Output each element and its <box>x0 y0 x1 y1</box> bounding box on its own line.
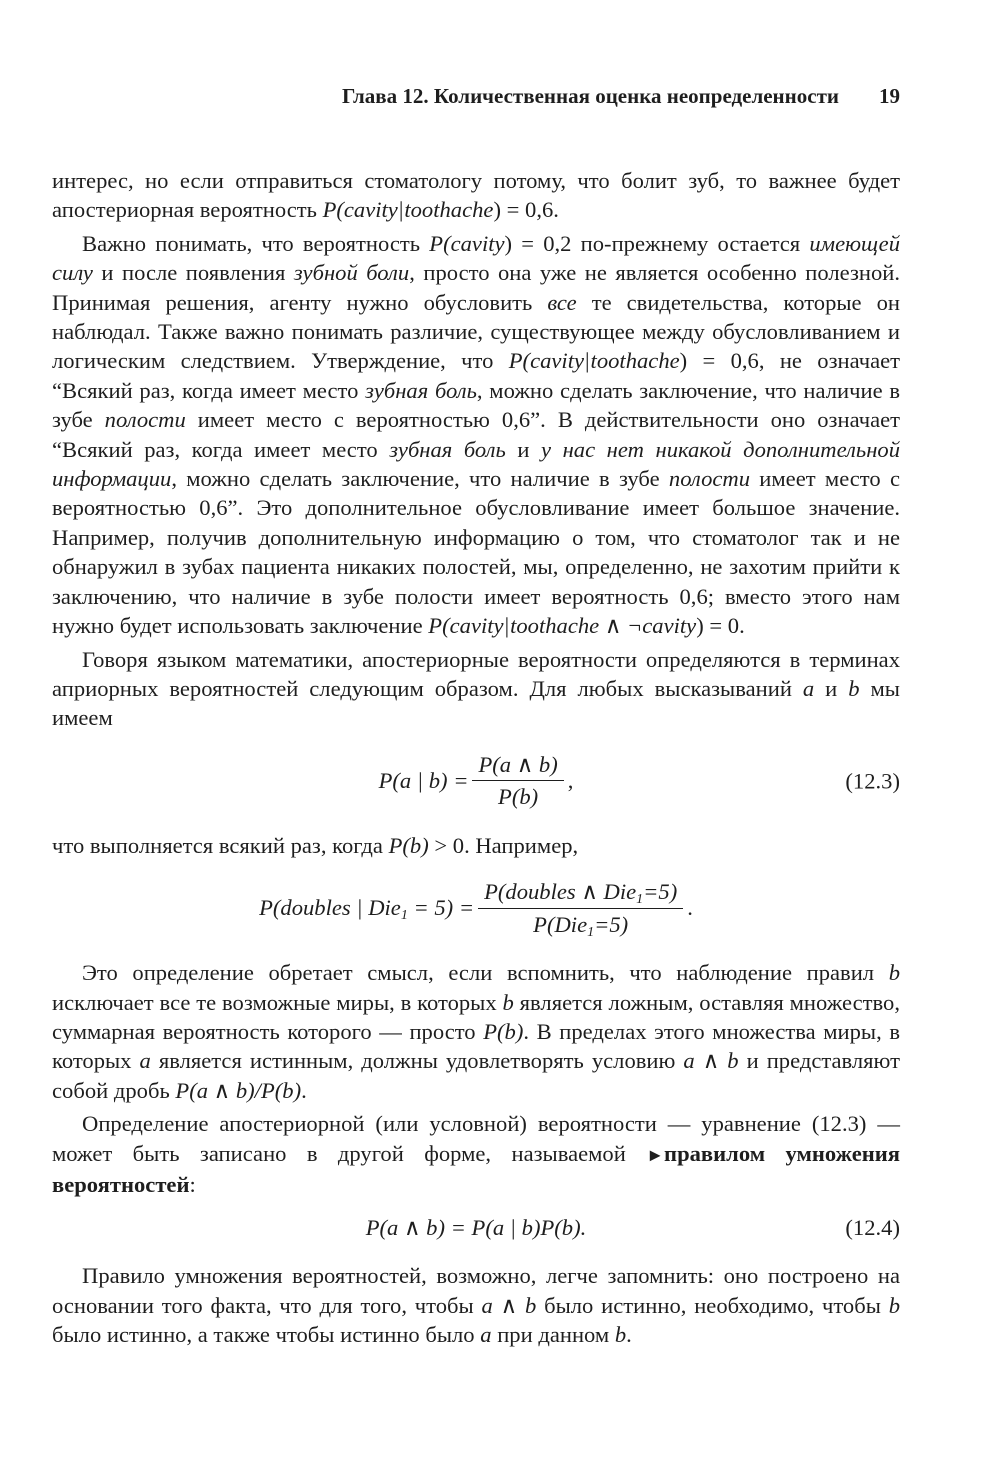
glossary-term: правилом умножения вероятностей <box>52 1140 900 1197</box>
formula: toothache <box>590 348 680 374</box>
formula: P(b) <box>388 832 429 858</box>
equation-number: (12.3) <box>845 768 900 794</box>
text: . <box>626 1322 632 1348</box>
paragraph-3 <box>52 645 900 733</box>
subscript: 1 <box>587 924 595 940</box>
equation-12-3 <box>52 749 900 813</box>
lhs-part: = 5) = <box>407 895 475 921</box>
text: > 0. Например, <box>428 832 579 858</box>
formula: P(cavity <box>428 613 504 639</box>
text: и <box>505 436 542 462</box>
subscript: 1 <box>636 892 644 908</box>
subscript: 1 <box>400 908 408 924</box>
equation-tail: . <box>687 895 693 921</box>
equation-number: (12.4) <box>845 1215 900 1241</box>
fraction <box>472 750 563 812</box>
running-header <box>52 82 900 122</box>
text: интерес, но если отправиться стоматологу потому, что болит зуб, то важнее будет апостериорная вероятность <box>52 168 900 223</box>
text: мы имеем <box>52 675 900 731</box>
formula: a <box>480 1322 492 1348</box>
text: и <box>814 675 849 701</box>
denominator <box>527 909 634 939</box>
numerator <box>478 877 683 908</box>
formula: a <box>139 1048 151 1074</box>
text: : <box>189 1171 196 1197</box>
text: Важно понимать, что вероятность <box>82 230 430 256</box>
conditional-bar: | <box>398 197 404 223</box>
formula: b <box>848 675 860 701</box>
lhs-part: P(doubles | Die <box>259 895 401 921</box>
emphasis: у нас нет никакой дополнительной информации <box>52 436 900 492</box>
text: ) = 0,6, не означает “Всякий раз, когда имеет место <box>52 348 900 403</box>
text: имеет место с вероятностью 0,6”. Это дополнительное обусловливание имеет большое значение. Например, получив дополнительную информацию о том, что стоматолог так и не обнаружил в зубах пациента никаких полостей, мы, определенно, не захотим прийти к заключению, что наличие в зубе полости имеет вероятность 0,6; вместо этого нам нужно будет использовать заключение <box>52 466 900 639</box>
formula: a <box>802 675 815 701</box>
formula: P(cavity <box>322 197 398 223</box>
paragraph-2 <box>52 229 900 641</box>
text: было истинно, необходимо, чтобы <box>536 1292 889 1318</box>
text: те свидетельства, которые он наблюдал. Также важно понимать различие, существующее между обусловливанием и логическим следствием. Утверждение, что <box>52 289 900 374</box>
emphasis: имеющей силу <box>52 230 900 286</box>
text: является ложным, оставляя множество, суммарная вероятность которого — просто <box>52 989 900 1044</box>
text: Правило умножения вероятностей, возможно, легче запомнить: оно построено на основании того факта, что для того, чтобы <box>52 1263 900 1318</box>
emphasis: полости <box>668 466 751 492</box>
emphasis: все <box>547 289 577 315</box>
text: Говоря языком математики, апостериорные вероятности определяются в терминах априорных вероятностей следующим образом. Для любых высказываний <box>52 646 900 701</box>
denominator-part: P(Die <box>533 911 588 937</box>
paragraph-7 <box>52 1261 900 1349</box>
denominator-part: =5) <box>594 911 629 937</box>
conditional-bar: | <box>504 613 510 639</box>
fraction <box>478 877 683 939</box>
formula: P(b) <box>483 1018 524 1044</box>
formula: toothache <box>404 197 494 223</box>
numerator-part: P(doubles ∧ Die <box>484 879 637 905</box>
paragraph-1 <box>52 166 900 225</box>
formula: b <box>502 989 514 1015</box>
formula: toothache ∧ ¬cavity <box>510 613 697 639</box>
formula: P(a ∧ b)/P(b) <box>175 1077 302 1103</box>
glossary-arrow-icon: ► <box>646 1144 665 1165</box>
page-number: 19 <box>879 84 900 108</box>
denominator: P(b) <box>498 784 539 810</box>
paragraph-6 <box>52 1109 900 1199</box>
text: , просто она уже не является особенно полезной. Принимая решения, агенту нужно обусловить <box>52 260 900 315</box>
equation-doubles <box>52 876 900 940</box>
formula: a ∧ b <box>481 1292 537 1318</box>
text: было истинно, а также чтобы истинно было <box>52 1322 481 1348</box>
text: исключает все те возможные миры, в которых <box>52 989 503 1015</box>
formula: P(cavity <box>429 230 505 256</box>
equation-12-4 <box>52 1213 900 1245</box>
formula: b <box>614 1322 627 1348</box>
paragraph-5 <box>52 958 900 1105</box>
text: имеет место с вероятностью 0,6”. В действительности оно означает “Всякий раз, когда имеет место <box>52 407 900 462</box>
emphasis: полости <box>104 407 186 433</box>
text: . <box>301 1077 307 1103</box>
paragraph-4 <box>52 831 900 860</box>
conditional-bar: | <box>585 348 590 374</box>
formula: b <box>888 1292 900 1318</box>
emphasis: зубной боли <box>293 260 410 286</box>
text: ) = 0,2 по-прежнему остается <box>504 230 810 256</box>
text: . В пределах этого множества миры, в которых <box>52 1018 901 1074</box>
formula: b <box>888 960 900 986</box>
emphasis: зубная боль <box>389 436 506 462</box>
text: что выполняется всякий раз, когда <box>52 832 389 858</box>
chapter-title: Глава 12. Количественная оценка неопределенности <box>342 84 839 108</box>
numerator: P(a ∧ b) <box>472 750 563 781</box>
equation-tail: , <box>567 768 574 794</box>
equation-body: P(a ∧ b) = P(a | b)P(b). <box>365 1215 587 1241</box>
text: ) = 0. <box>696 613 745 639</box>
emphasis: зубная боль <box>365 377 477 403</box>
numerator-part: =5) <box>643 879 678 905</box>
equation-lhs <box>259 893 474 922</box>
text: при данном <box>491 1322 615 1348</box>
text: Определение апостериорной (или условной) вероятности — уравнение (12.3) — может быть записано в другой форме, называемой <box>52 1111 900 1166</box>
formula: P(cavity <box>508 348 585 374</box>
book-page <box>52 82 900 1350</box>
text: ) = 0,6. <box>493 197 559 223</box>
equation-lhs: P(a | b) = <box>378 768 469 794</box>
formula: a ∧ b <box>683 1048 739 1074</box>
text: , можно сделать заключение, что наличие в зубе <box>171 466 669 492</box>
text: является истинным, должны удовлетворять условию <box>150 1048 684 1074</box>
text: и после появления <box>92 260 294 286</box>
text: и представляют собой дробь <box>52 1048 901 1103</box>
text: Это определение обретает смысл, если вспомнить, что наблюдение правил <box>82 960 889 986</box>
text: , можно сделать заключение, что наличие в зубе <box>52 377 900 433</box>
